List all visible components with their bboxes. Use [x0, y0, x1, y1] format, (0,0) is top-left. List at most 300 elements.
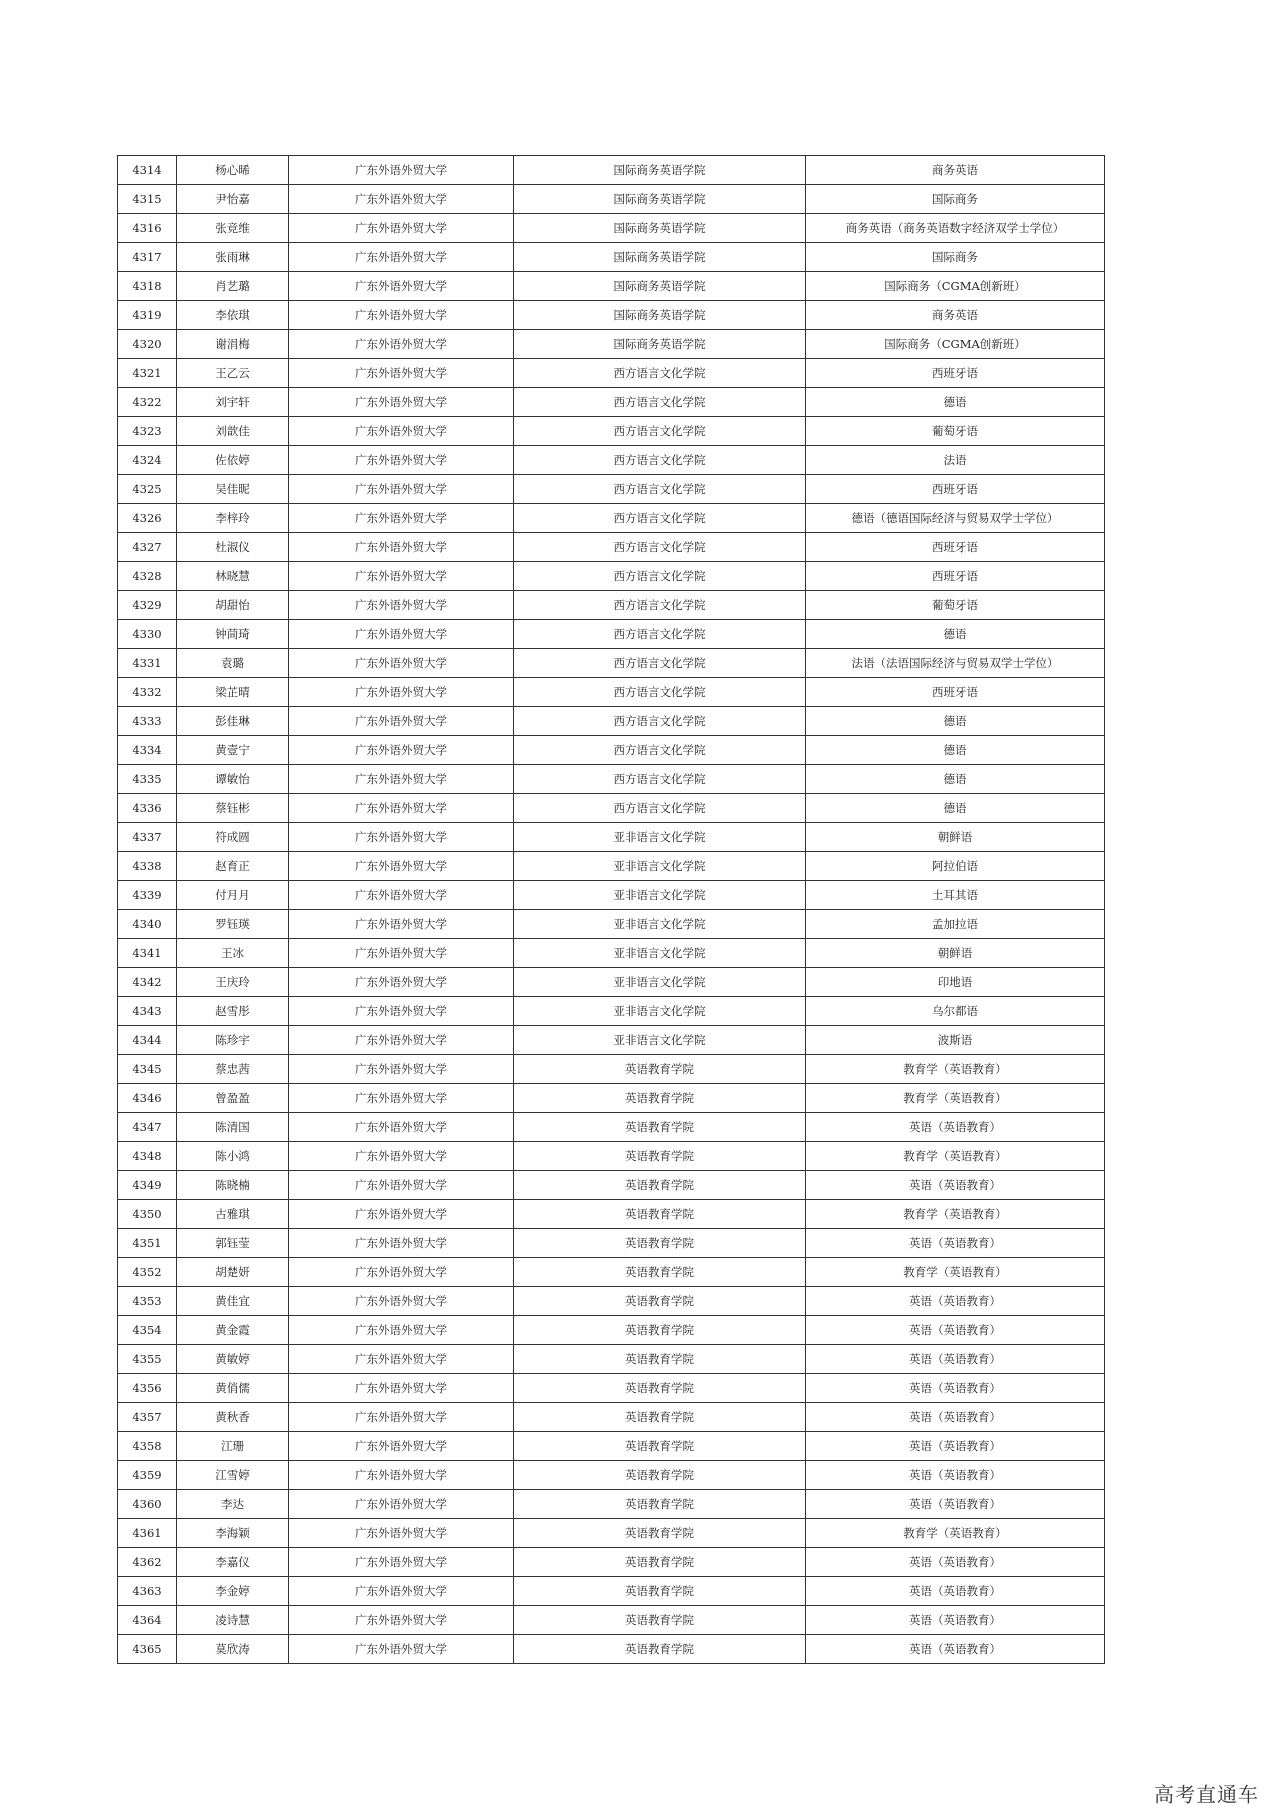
university-name-cell: 广东外语外贸大学: [289, 707, 514, 736]
university-name-cell: 广东外语外贸大学: [289, 562, 514, 591]
college-name-cell: 西方语言文化学院: [514, 475, 806, 504]
row-number-cell: 4354: [118, 1316, 177, 1345]
student-name-cell: 袁璐: [177, 649, 289, 678]
table-row: [118, 910, 1105, 939]
table-row: [118, 243, 1105, 272]
row-number-cell: 4343: [118, 997, 177, 1026]
row-number-cell: 4334: [118, 736, 177, 765]
college-name-cell: 英语教育学院: [514, 1345, 806, 1374]
table-row: [118, 156, 1105, 185]
row-number-cell: 4357: [118, 1403, 177, 1432]
table-row: [118, 1113, 1105, 1142]
table-row: [118, 1084, 1105, 1113]
college-name-cell: 英语教育学院: [514, 1142, 806, 1171]
table-row: [118, 1606, 1105, 1635]
major-name-cell: 德语（德语国际经济与贸易双学士学位）: [806, 504, 1105, 533]
major-name-cell: 朝鲜语: [806, 939, 1105, 968]
row-number-cell: 4361: [118, 1519, 177, 1548]
row-number-cell: 4338: [118, 852, 177, 881]
row-number-cell: 4322: [118, 388, 177, 417]
row-number-cell: 4362: [118, 1548, 177, 1577]
major-name-cell: 英语（英语教育）: [806, 1577, 1105, 1606]
university-name-cell: 广东外语外贸大学: [289, 1084, 514, 1113]
college-name-cell: 国际商务英语学院: [514, 156, 806, 185]
major-name-cell: 国际商务: [806, 185, 1105, 214]
row-number-cell: 4346: [118, 1084, 177, 1113]
row-number-cell: 4326: [118, 504, 177, 533]
table-row: [118, 359, 1105, 388]
student-name-cell: 李依琪: [177, 301, 289, 330]
row-number-cell: 4323: [118, 417, 177, 446]
university-name-cell: 广东外语外贸大学: [289, 1403, 514, 1432]
student-name-cell: 李海颖: [177, 1519, 289, 1548]
student-name-cell: 黄壹宁: [177, 736, 289, 765]
university-name-cell: 广东外语外贸大学: [289, 214, 514, 243]
major-name-cell: 英语（英语教育）: [806, 1490, 1105, 1519]
major-name-cell: 阿拉伯语: [806, 852, 1105, 881]
major-name-cell: 朝鲜语: [806, 823, 1105, 852]
major-name-cell: 英语（英语教育）: [806, 1461, 1105, 1490]
college-name-cell: 英语教育学院: [514, 1055, 806, 1084]
university-name-cell: 广东外语外贸大学: [289, 910, 514, 939]
row-number-cell: 4333: [118, 707, 177, 736]
student-name-cell: 钟茼琦: [177, 620, 289, 649]
student-name-cell: 黄敏婷: [177, 1345, 289, 1374]
table-row: [118, 649, 1105, 678]
table-row: [118, 881, 1105, 910]
student-name-cell: 梁芷晴: [177, 678, 289, 707]
college-name-cell: 英语教育学院: [514, 1490, 806, 1519]
table-row: [118, 1142, 1105, 1171]
student-name-cell: 黄金霞: [177, 1316, 289, 1345]
table-row: [118, 1026, 1105, 1055]
student-name-cell: 王冰: [177, 939, 289, 968]
student-name-cell: 张竞维: [177, 214, 289, 243]
major-name-cell: 波斯语: [806, 1026, 1105, 1055]
major-name-cell: 国际商务（CGMA创新班）: [806, 272, 1105, 301]
major-name-cell: 德语: [806, 620, 1105, 649]
student-name-cell: 李金婷: [177, 1577, 289, 1606]
college-name-cell: 英语教育学院: [514, 1374, 806, 1403]
student-name-cell: 蔡钰彬: [177, 794, 289, 823]
row-number-cell: 4314: [118, 156, 177, 185]
university-name-cell: 广东外语外贸大学: [289, 881, 514, 910]
student-name-cell: 王乙云: [177, 359, 289, 388]
student-name-cell: 谭敏怡: [177, 765, 289, 794]
major-name-cell: 教育学（英语教育）: [806, 1055, 1105, 1084]
row-number-cell: 4356: [118, 1374, 177, 1403]
college-name-cell: 英语教育学院: [514, 1432, 806, 1461]
student-name-cell: 刘宇轩: [177, 388, 289, 417]
college-name-cell: 英语教育学院: [514, 1200, 806, 1229]
student-name-cell: 莫欣涛: [177, 1635, 289, 1664]
college-name-cell: 英语教育学院: [514, 1606, 806, 1635]
college-name-cell: 英语教育学院: [514, 1171, 806, 1200]
table-row: [118, 1548, 1105, 1577]
table-row: [118, 330, 1105, 359]
row-number-cell: 4336: [118, 794, 177, 823]
university-name-cell: 广东外语外贸大学: [289, 852, 514, 881]
row-number-cell: 4348: [118, 1142, 177, 1171]
major-name-cell: 德语: [806, 765, 1105, 794]
row-number-cell: 4327: [118, 533, 177, 562]
university-name-cell: 广东外语外贸大学: [289, 1200, 514, 1229]
college-name-cell: 英语教育学院: [514, 1461, 806, 1490]
major-name-cell: 法语（法语国际经济与贸易双学士学位）: [806, 649, 1105, 678]
table-row: [118, 620, 1105, 649]
row-number-cell: 4339: [118, 881, 177, 910]
student-name-cell: 杨心晞: [177, 156, 289, 185]
major-name-cell: 德语: [806, 794, 1105, 823]
university-name-cell: 广东外语外贸大学: [289, 1548, 514, 1577]
major-name-cell: 德语: [806, 736, 1105, 765]
table-row: [118, 1200, 1105, 1229]
university-name-cell: 广东外语外贸大学: [289, 1055, 514, 1084]
table-row: [118, 475, 1105, 504]
university-name-cell: 广东外语外贸大学: [289, 1229, 514, 1258]
university-name-cell: 广东外语外贸大学: [289, 388, 514, 417]
student-name-cell: 李嘉仪: [177, 1548, 289, 1577]
major-name-cell: 教育学（英语教育）: [806, 1258, 1105, 1287]
college-name-cell: 亚非语言文化学院: [514, 939, 806, 968]
row-number-cell: 4318: [118, 272, 177, 301]
university-name-cell: 广东外语外贸大学: [289, 939, 514, 968]
row-number-cell: 4331: [118, 649, 177, 678]
row-number-cell: 4360: [118, 1490, 177, 1519]
table-row: [118, 707, 1105, 736]
college-name-cell: 西方语言文化学院: [514, 765, 806, 794]
row-number-cell: 4317: [118, 243, 177, 272]
university-name-cell: 广东外语外贸大学: [289, 272, 514, 301]
college-name-cell: 西方语言文化学院: [514, 591, 806, 620]
major-name-cell: 商务英语（商务英语数字经济双学士学位）: [806, 214, 1105, 243]
table-row: [118, 272, 1105, 301]
table-row: [118, 591, 1105, 620]
college-name-cell: 亚非语言文化学院: [514, 997, 806, 1026]
university-name-cell: 广东外语外贸大学: [289, 1490, 514, 1519]
table-row: [118, 1374, 1105, 1403]
university-name-cell: 广东外语外贸大学: [289, 997, 514, 1026]
college-name-cell: 国际商务英语学院: [514, 301, 806, 330]
university-name-cell: 广东外语外贸大学: [289, 736, 514, 765]
table-row: [118, 1316, 1105, 1345]
university-name-cell: 广东外语外贸大学: [289, 1577, 514, 1606]
college-name-cell: 国际商务英语学院: [514, 330, 806, 359]
college-name-cell: 国际商务英语学院: [514, 185, 806, 214]
university-name-cell: 广东外语外贸大学: [289, 591, 514, 620]
college-name-cell: 西方语言文化学院: [514, 417, 806, 446]
table-row: [118, 1432, 1105, 1461]
student-name-cell: 符成圆: [177, 823, 289, 852]
major-name-cell: 教育学（英语教育）: [806, 1200, 1105, 1229]
row-number-cell: 4350: [118, 1200, 177, 1229]
college-name-cell: 英语教育学院: [514, 1403, 806, 1432]
table-row: [118, 446, 1105, 475]
college-name-cell: 英语教育学院: [514, 1287, 806, 1316]
college-name-cell: 亚非语言文化学院: [514, 852, 806, 881]
college-name-cell: 英语教育学院: [514, 1258, 806, 1287]
major-name-cell: 葡萄牙语: [806, 417, 1105, 446]
row-number-cell: 4342: [118, 968, 177, 997]
major-name-cell: 英语（英语教育）: [806, 1432, 1105, 1461]
student-name-cell: 王庆玲: [177, 968, 289, 997]
university-name-cell: 广东外语外贸大学: [289, 1635, 514, 1664]
major-name-cell: 英语（英语教育）: [806, 1113, 1105, 1142]
table-row: [118, 562, 1105, 591]
college-name-cell: 西方语言文化学院: [514, 359, 806, 388]
major-name-cell: 印地语: [806, 968, 1105, 997]
table-row: [118, 736, 1105, 765]
table-row: [118, 1345, 1105, 1374]
student-name-cell: 罗钰瑛: [177, 910, 289, 939]
row-number-cell: 4351: [118, 1229, 177, 1258]
row-number-cell: 4328: [118, 562, 177, 591]
major-name-cell: 土耳其语: [806, 881, 1105, 910]
college-name-cell: 英语教育学院: [514, 1229, 806, 1258]
table-row: [118, 388, 1105, 417]
table-row: [118, 765, 1105, 794]
college-name-cell: 西方语言文化学院: [514, 504, 806, 533]
student-name-cell: 吴佳昵: [177, 475, 289, 504]
student-name-cell: 黄俏儒: [177, 1374, 289, 1403]
row-number-cell: 4330: [118, 620, 177, 649]
table-row: [118, 417, 1105, 446]
major-name-cell: 国际商务（CGMA创新班）: [806, 330, 1105, 359]
university-name-cell: 广东外语外贸大学: [289, 1113, 514, 1142]
row-number-cell: 4321: [118, 359, 177, 388]
student-name-cell: 陈珍宇: [177, 1026, 289, 1055]
college-name-cell: 亚非语言文化学院: [514, 823, 806, 852]
student-name-cell: 黄秋香: [177, 1403, 289, 1432]
table-row: [118, 1461, 1105, 1490]
student-name-cell: 胡甜怡: [177, 591, 289, 620]
major-name-cell: 教育学（英语教育）: [806, 1142, 1105, 1171]
major-name-cell: 孟加拉语: [806, 910, 1105, 939]
student-name-cell: 林晓慧: [177, 562, 289, 591]
table-row: [118, 1287, 1105, 1316]
student-name-cell: 赵育正: [177, 852, 289, 881]
row-number-cell: 4325: [118, 475, 177, 504]
table-row: [118, 852, 1105, 881]
university-name-cell: 广东外语外贸大学: [289, 533, 514, 562]
student-name-cell: 肖艺璐: [177, 272, 289, 301]
college-name-cell: 西方语言文化学院: [514, 446, 806, 475]
row-number-cell: 4337: [118, 823, 177, 852]
college-name-cell: 西方语言文化学院: [514, 388, 806, 417]
college-name-cell: 英语教育学院: [514, 1113, 806, 1142]
table-row: [118, 533, 1105, 562]
major-name-cell: 英语（英语教育）: [806, 1548, 1105, 1577]
table-row: [118, 678, 1105, 707]
major-name-cell: 教育学（英语教育）: [806, 1084, 1105, 1113]
row-number-cell: 4319: [118, 301, 177, 330]
major-name-cell: 商务英语: [806, 156, 1105, 185]
university-name-cell: 广东外语外贸大学: [289, 1316, 514, 1345]
major-name-cell: 西班牙语: [806, 475, 1105, 504]
major-name-cell: 法语: [806, 446, 1105, 475]
university-name-cell: 广东外语外贸大学: [289, 620, 514, 649]
major-name-cell: 乌尔都语: [806, 997, 1105, 1026]
college-name-cell: 西方语言文化学院: [514, 707, 806, 736]
university-name-cell: 广东外语外贸大学: [289, 243, 514, 272]
student-name-cell: 赵雪彤: [177, 997, 289, 1026]
roster-table: [117, 155, 1105, 1664]
student-name-cell: 曾盈盈: [177, 1084, 289, 1113]
major-name-cell: 英语（英语教育）: [806, 1345, 1105, 1374]
student-name-cell: 陈清国: [177, 1113, 289, 1142]
university-name-cell: 广东外语外贸大学: [289, 301, 514, 330]
university-name-cell: 广东外语外贸大学: [289, 330, 514, 359]
student-name-cell: 杜淑仪: [177, 533, 289, 562]
major-name-cell: 英语（英语教育）: [806, 1316, 1105, 1345]
row-number-cell: 4341: [118, 939, 177, 968]
row-number-cell: 4358: [118, 1432, 177, 1461]
table-row: [118, 1258, 1105, 1287]
student-name-cell: 李达: [177, 1490, 289, 1519]
university-name-cell: 广东外语外贸大学: [289, 1287, 514, 1316]
college-name-cell: 英语教育学院: [514, 1577, 806, 1606]
university-name-cell: 广东外语外贸大学: [289, 475, 514, 504]
student-name-cell: 凌诗慧: [177, 1606, 289, 1635]
table-row: [118, 1403, 1105, 1432]
major-name-cell: 英语（英语教育）: [806, 1229, 1105, 1258]
major-name-cell: 德语: [806, 388, 1105, 417]
table-row: [118, 939, 1105, 968]
college-name-cell: 西方语言文化学院: [514, 736, 806, 765]
roster-body: [118, 156, 1105, 1664]
row-number-cell: 4324: [118, 446, 177, 475]
row-number-cell: 4335: [118, 765, 177, 794]
college-name-cell: 英语教育学院: [514, 1084, 806, 1113]
university-name-cell: 广东外语外贸大学: [289, 823, 514, 852]
university-name-cell: 广东外语外贸大学: [289, 156, 514, 185]
student-name-cell: 付月月: [177, 881, 289, 910]
row-number-cell: 4352: [118, 1258, 177, 1287]
student-name-cell: 黄佳宜: [177, 1287, 289, 1316]
student-name-cell: 陈晓楠: [177, 1171, 289, 1200]
major-name-cell: 英语（英语教育）: [806, 1635, 1105, 1664]
university-name-cell: 广东外语外贸大学: [289, 1171, 514, 1200]
university-name-cell: 广东外语外贸大学: [289, 1606, 514, 1635]
college-name-cell: 西方语言文化学院: [514, 562, 806, 591]
university-name-cell: 广东外语外贸大学: [289, 794, 514, 823]
college-name-cell: 亚非语言文化学院: [514, 881, 806, 910]
major-name-cell: 葡萄牙语: [806, 591, 1105, 620]
major-name-cell: 西班牙语: [806, 562, 1105, 591]
major-name-cell: 英语（英语教育）: [806, 1606, 1105, 1635]
table-row: [118, 1055, 1105, 1084]
university-name-cell: 广东外语外贸大学: [289, 504, 514, 533]
university-name-cell: 广东外语外贸大学: [289, 1258, 514, 1287]
row-number-cell: 4340: [118, 910, 177, 939]
student-name-cell: 谢涓梅: [177, 330, 289, 359]
row-number-cell: 4364: [118, 1606, 177, 1635]
row-number-cell: 4349: [118, 1171, 177, 1200]
row-number-cell: 4363: [118, 1577, 177, 1606]
college-name-cell: 国际商务英语学院: [514, 243, 806, 272]
university-name-cell: 广东外语外贸大学: [289, 1345, 514, 1374]
student-name-cell: 刘歆佳: [177, 417, 289, 446]
university-name-cell: 广东外语外贸大学: [289, 649, 514, 678]
row-number-cell: 4355: [118, 1345, 177, 1374]
table-row: [118, 997, 1105, 1026]
university-name-cell: 广东外语外贸大学: [289, 417, 514, 446]
major-name-cell: 英语（英语教育）: [806, 1287, 1105, 1316]
row-number-cell: 4347: [118, 1113, 177, 1142]
table-row: [118, 1635, 1105, 1664]
row-number-cell: 4359: [118, 1461, 177, 1490]
college-name-cell: 英语教育学院: [514, 1548, 806, 1577]
row-number-cell: 4344: [118, 1026, 177, 1055]
student-name-cell: 江雪婷: [177, 1461, 289, 1490]
major-name-cell: 英语（英语教育）: [806, 1403, 1105, 1432]
student-name-cell: 彭佳琳: [177, 707, 289, 736]
table-row: [118, 1577, 1105, 1606]
table-row: [118, 214, 1105, 243]
university-name-cell: 广东外语外贸大学: [289, 185, 514, 214]
table-row: [118, 823, 1105, 852]
table-row: [118, 1490, 1105, 1519]
row-number-cell: 4320: [118, 330, 177, 359]
university-name-cell: 广东外语外贸大学: [289, 1026, 514, 1055]
college-name-cell: 国际商务英语学院: [514, 272, 806, 301]
table-row: [118, 1171, 1105, 1200]
university-name-cell: 广东外语外贸大学: [289, 968, 514, 997]
college-name-cell: 英语教育学院: [514, 1635, 806, 1664]
student-name-cell: 佐依婷: [177, 446, 289, 475]
university-name-cell: 广东外语外贸大学: [289, 678, 514, 707]
row-number-cell: 4345: [118, 1055, 177, 1084]
row-number-cell: 4365: [118, 1635, 177, 1664]
college-name-cell: 英语教育学院: [514, 1316, 806, 1345]
college-name-cell: 西方语言文化学院: [514, 649, 806, 678]
table-row: [118, 185, 1105, 214]
table-row: [118, 1519, 1105, 1548]
university-name-cell: 广东外语外贸大学: [289, 1432, 514, 1461]
table-row: [118, 504, 1105, 533]
major-name-cell: 商务英语: [806, 301, 1105, 330]
university-name-cell: 广东外语外贸大学: [289, 765, 514, 794]
major-name-cell: 国际商务: [806, 243, 1105, 272]
student-name-cell: 陈小鸿: [177, 1142, 289, 1171]
row-number-cell: 4329: [118, 591, 177, 620]
student-name-cell: 李梓玲: [177, 504, 289, 533]
college-name-cell: 西方语言文化学院: [514, 678, 806, 707]
major-name-cell: 英语（英语教育）: [806, 1171, 1105, 1200]
college-name-cell: 亚非语言文化学院: [514, 1026, 806, 1055]
college-name-cell: 亚非语言文化学院: [514, 910, 806, 939]
table-row: [118, 301, 1105, 330]
row-number-cell: 4353: [118, 1287, 177, 1316]
student-name-cell: 胡楚妍: [177, 1258, 289, 1287]
student-name-cell: 古雅琪: [177, 1200, 289, 1229]
table-row: [118, 968, 1105, 997]
student-name-cell: 江珊: [177, 1432, 289, 1461]
major-name-cell: 西班牙语: [806, 533, 1105, 562]
major-name-cell: 教育学（英语教育）: [806, 1519, 1105, 1548]
watermark-text: 高考直通车: [1154, 1782, 1259, 1807]
student-name-cell: 张雨琳: [177, 243, 289, 272]
major-name-cell: 西班牙语: [806, 359, 1105, 388]
college-name-cell: 亚非语言文化学院: [514, 968, 806, 997]
university-name-cell: 广东外语外贸大学: [289, 446, 514, 475]
table-row: [118, 1229, 1105, 1258]
college-name-cell: 英语教育学院: [514, 1519, 806, 1548]
student-name-cell: 蔡忠茜: [177, 1055, 289, 1084]
row-number-cell: 4316: [118, 214, 177, 243]
university-name-cell: 广东外语外贸大学: [289, 359, 514, 388]
college-name-cell: 西方语言文化学院: [514, 620, 806, 649]
